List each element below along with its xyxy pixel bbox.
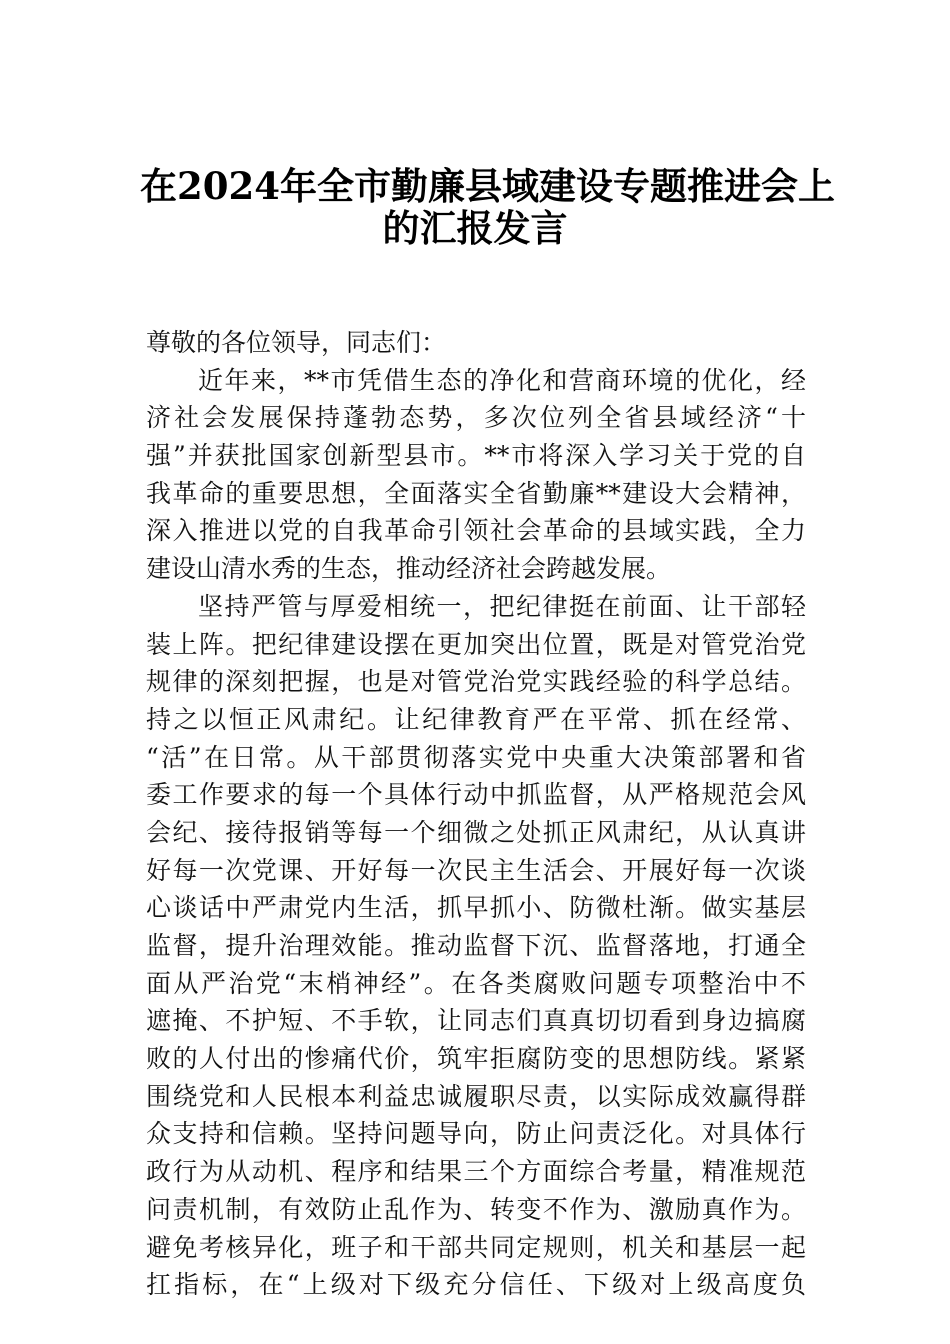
paragraph-1-line: 强”并获批国家创新型县市。**市将深入学习关于党的自: [146, 441, 806, 471]
paragraph-2-line: 败的人付出的惨痛代价，筑牢拒腐防变的思想防线。紧紧: [146, 1044, 806, 1074]
paragraph-2-line: 政行为从动机、程序和结果三个方面综合考量，精准规范: [146, 1157, 806, 1187]
paragraph-2-line: 好每一次党课、开好每一次民主生活会、开展好每一次谈: [146, 855, 806, 885]
paragraph-2-line: 监督，提升治理效能。推动监督下沉、监督落地，打通全: [146, 931, 806, 960]
paragraph-2-line: 心谈话中严肃党内生活，抓早抓小、防微杜渐。做实基层: [146, 893, 806, 923]
paragraph-2-line: 问责机制，有效防止乱作为、转变不作为、激励真作为。: [146, 1194, 806, 1224]
paragraph-2-line: 众支持和信赖。坚持问题导向，防止问责泛化。对具体行: [146, 1119, 806, 1149]
paragraph-2-line: 委工作要求的每一个具体行动中抓监督，从严格规范会风: [146, 780, 806, 810]
title-line-1: 在2024年全市勤廉县域建设专题推进会上: [140, 164, 835, 208]
paragraph-1-line: 近年来，**市凭借生态的净化和营商环境的优化，经: [198, 365, 806, 395]
paragraph-1-line: 建设山清水秀的生态，推动经济社会跨越发展。: [146, 554, 672, 584]
paragraph-2-line: 围绕党和人民根本利益忠诚履职尽责，以实际成效赢得群: [146, 1081, 806, 1111]
title-line-2: 的汇报发言: [382, 206, 568, 250]
paragraph-2-line: 扛指标，在“上级对下级充分信任、下级对上级高度负: [146, 1270, 806, 1300]
paragraph-2-line: 避免考核异化，班子和干部共同定规则，机关和基层一起: [146, 1232, 806, 1262]
document-body: [146, 324, 806, 1304]
paragraph-2-line: 遮掩、不护短、不手软，让同志们真真切切看到身边搞腐: [146, 1006, 806, 1036]
paragraph-1-line: 济社会发展保持蓬勃态势，多次位列全省县域经济“十: [146, 403, 806, 433]
paragraph-2-line: 面从严治党“末梢神经”。在各类腐败问题专项整治中不: [146, 968, 806, 998]
paragraph-2-line: 会纪、接待报销等每一个细微之处抓正风肃纪，从认真讲: [146, 817, 806, 847]
paragraph-2-line: 持之以恒正风肃纪。让纪律教育严在平常、抓在经常、: [146, 704, 806, 734]
paragraph-2-line: 装上阵。把纪律建设摆在更加突出位置，既是对管党治党: [146, 629, 806, 659]
greeting: 尊敬的各位领导，同志们：: [146, 328, 447, 357]
paragraph-1-line: 我革命的重要思想，全面落实全省勤廉**建设大会精神，: [146, 478, 806, 508]
paragraph-1-line: 深入推进以党的自我革命引领社会革命的县域实践，全力: [146, 516, 806, 546]
paragraph-2-line: “活”在日常。从干部贯彻落实党中央重大决策部署和省: [146, 742, 806, 772]
paragraph-2-line: 规律的深刻把握，也是对管党治党实践经验的科学总结。: [146, 667, 806, 697]
paragraph-2-line: 坚持严管与厚爱相统一，把纪律挺在前面、让干部轻: [198, 591, 806, 621]
